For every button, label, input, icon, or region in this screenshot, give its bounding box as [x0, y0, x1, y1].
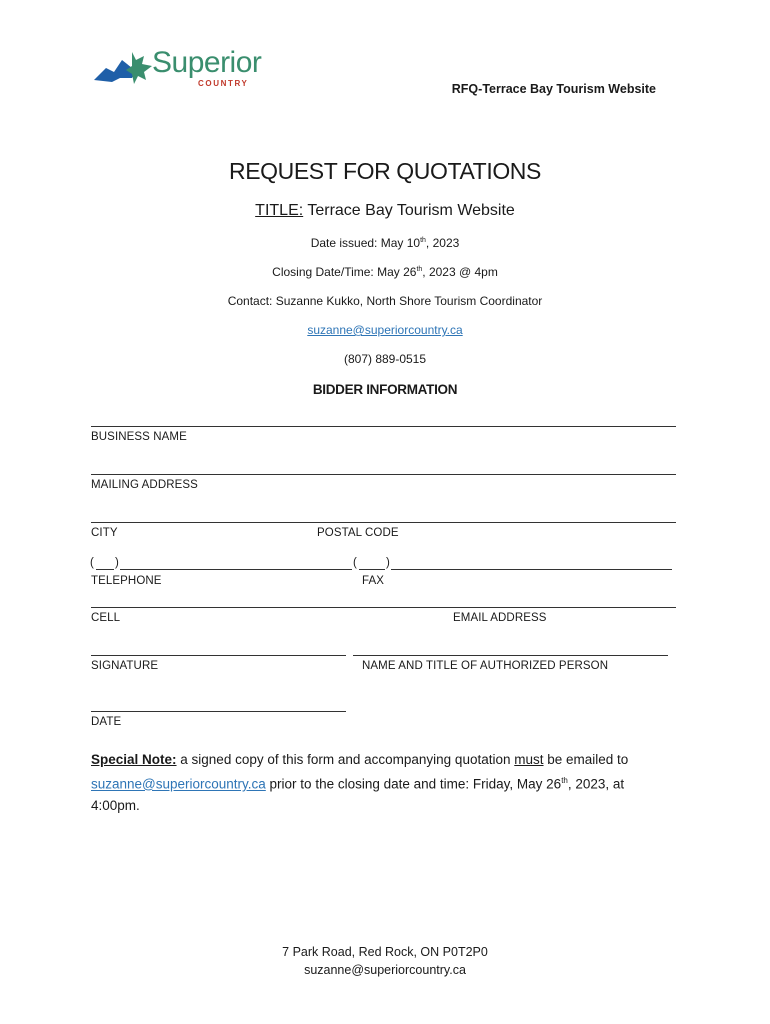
- business-name-label: BUSINESS NAME: [91, 431, 187, 443]
- footer-address: 7 Park Road, Red Rock, ON P0T2P0: [282, 945, 488, 959]
- cell-label: CELL: [91, 612, 121, 624]
- date-issued: [0, 236, 770, 250]
- telephone-area-open-paren: (: [90, 557, 94, 569]
- date-issued-year: , 2023: [425, 236, 460, 250]
- contact-phone: (807) 889-0515: [343, 352, 427, 366]
- logo-wordmark: Superior: [152, 46, 262, 79]
- city-label: CITY: [91, 527, 118, 539]
- document-subtitle: [0, 202, 770, 220]
- fax-area-open-paren: (: [353, 557, 357, 569]
- city-postal-line[interactable]: [91, 522, 676, 523]
- fax-area-code-line[interactable]: [359, 569, 385, 570]
- date-label: DATE: [91, 716, 122, 728]
- special-note-sup: th: [561, 776, 568, 785]
- closing-date-text: Closing Date/Time: May 26: [272, 265, 417, 279]
- special-note-email-link[interactable]: suzanne@superiorcountry.ca: [91, 776, 266, 792]
- page-title: REQUEST FOR QUOTATIONS: [229, 158, 541, 184]
- fax-label: FAX: [362, 575, 385, 587]
- telephone-area-close-paren: ): [115, 557, 119, 569]
- special-note-text-2: be emailed to: [543, 752, 629, 767]
- fax-number-line[interactable]: [391, 569, 672, 570]
- closing-date: [0, 265, 770, 279]
- maple-leaf-lake-icon: [92, 48, 154, 88]
- footer-email: suzanne@superiorcountry.ca: [304, 963, 466, 977]
- special-note-text-3: prior to the closing date and time: Friday, May 26: [265, 776, 562, 792]
- mailing-address-label: MAILING ADDRESS: [91, 479, 198, 491]
- signature-line[interactable]: [91, 655, 346, 656]
- cell-email-line[interactable]: [91, 607, 676, 608]
- special-note-text-1: a signed copy of this form and accompanying quotation: [176, 752, 515, 767]
- telephone-number-line[interactable]: [120, 569, 352, 570]
- closing-date-year: , 2023 @ 4pm: [422, 265, 498, 279]
- authorized-person-line[interactable]: [353, 655, 668, 656]
- title-text: Terrace Bay Tourism Website: [303, 202, 515, 219]
- contact-email-link[interactable]: suzanne@superiorcountry.ca: [307, 323, 463, 337]
- telephone-area-code-line[interactable]: [96, 569, 114, 570]
- superior-country-logo: [92, 44, 272, 94]
- signature-label: SIGNATURE: [91, 660, 159, 672]
- date-issued-sup: th: [420, 237, 426, 244]
- closing-date-sup: th: [416, 266, 423, 273]
- rfq-header-label: RFQ-Terrace Bay Tourism Website: [451, 82, 656, 96]
- special-note-must: must: [514, 752, 544, 767]
- fax-area-close-paren: ): [386, 557, 390, 569]
- special-note: [91, 749, 671, 816]
- title-prefix: TITLE:: [255, 202, 304, 219]
- postal-code-label: POSTAL CODE: [317, 527, 399, 539]
- special-note-text-4: , 2023, at 4:00pm.: [91, 776, 625, 813]
- mailing-address-line[interactable]: [91, 474, 676, 475]
- business-name-line[interactable]: [91, 426, 676, 427]
- name-title-label: NAME AND TITLE OF AUTHORIZED PERSON: [362, 660, 609, 672]
- bidder-information-heading: BIDDER INFORMATION: [312, 382, 458, 397]
- contact-line: Contact: Suzanne Kukko, North Shore Tourism Coordinator: [227, 294, 543, 308]
- special-note-label: Special Note:: [91, 752, 177, 767]
- telephone-label: TELEPHONE: [91, 575, 162, 587]
- email-address-label: EMAIL ADDRESS: [453, 612, 547, 624]
- logo-subtitle: COUNTRY: [198, 79, 249, 88]
- date-line[interactable]: [91, 711, 346, 712]
- date-issued-text: Date issued: May 10: [310, 236, 421, 250]
- contact-email-line: [0, 323, 770, 337]
